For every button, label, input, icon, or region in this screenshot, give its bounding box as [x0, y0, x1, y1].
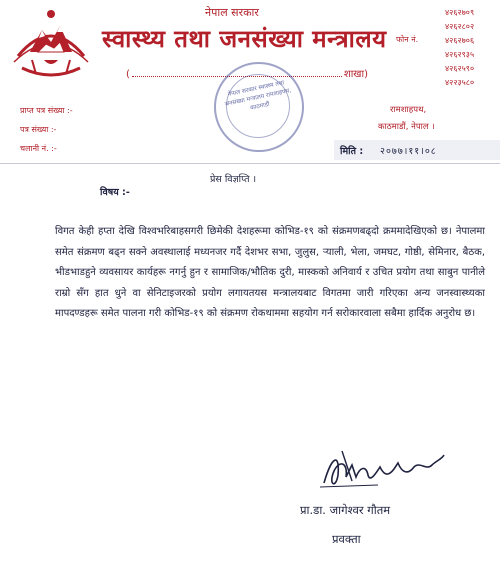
signatory-name: प्रा.डा. जागेश्वर गौतम — [300, 503, 391, 517]
phone-number: ४२६२७०६ — [445, 36, 475, 45]
received-letter-number: प्राप्त पत्र संख्या :- — [20, 106, 73, 115]
branch-prefix: ( — [126, 69, 130, 80]
official-stamp-text: नेपाल सरकार स्वास्थ्य तथा जनसंख्या मन्त्रालय रामशाहपथ, काठमाडौं — [224, 79, 292, 112]
phone-number: ४२६२५९० — [445, 64, 475, 73]
phone-number: ४२६२८०२ — [445, 22, 475, 31]
dispatch-number: चलानी नं. :- — [20, 144, 57, 153]
subject-label: विषय :- — [100, 187, 130, 198]
phone-label: फोन नं. — [396, 35, 419, 44]
date-label: मिति : — [340, 146, 364, 157]
phone-number: ४२६२९३५ — [445, 50, 475, 59]
nepal-emblem-icon — [8, 8, 94, 86]
branch-suffix: शाखा) — [343, 69, 368, 80]
date-value: २०७७।११।०८ — [380, 146, 437, 157]
phone-list — [445, 6, 474, 90]
government-name: नेपाल सरकार — [205, 6, 259, 19]
address-line-1: रामशाहपथ, — [390, 105, 427, 115]
ministry-name: स्वास्थ्य तथा जनसंख्या मन्त्रालय — [102, 25, 387, 53]
divider — [0, 163, 500, 164]
phone-number: ४२२३५८० — [445, 78, 475, 87]
letter-body: विगत केही हप्ता देखि विश्वभरिबाहसगरी छिमेकी देशहरूमा कोभिड-१९ को संक्रमणबढ्दो क्रममादेखिएको छ। नेपालमा समेत संक्रमण बढ्न सक्ने अवस्थालाई मध्यनजर गर्दै देशभर सभा, जुलुस, र्‍याली, भेला, जमघट, गोष्ठी, सेमिनार, बैठक, भीडभाडहुने व्यवसायर कार्यहरू नगर्नु हुन र सामाजिक/भौतिक दुरी, मास्कको अनिवार्य र उचित प्रयोग तथा साबुन पानीले राम्रो सँग हात धुने वा सेनिटाइजरको प्रयोग लगायतयस मन्त्रालयबाट विगतमा जारी गरिएका अन्य जनस्वास्थ्यका मापदण्डहरू समेत पालना गरी कोभिड-१९ को संक्रमण रोकथाममा सहयोग गर्न सरोकारवाला सबैमा हार्दिक अनुरोध छ। — [55, 226, 485, 319]
phone-number: ४२६२७०९ — [445, 8, 475, 17]
press-release-heading: प्रेस विज्ञप्ति । — [210, 174, 257, 185]
address-line-2: काठमाडौं, नेपाल । — [378, 122, 435, 132]
signature-autograph — [318, 445, 448, 495]
letter-number: पत्र संख्या :- — [20, 125, 57, 134]
signatory-title: प्रवक्ता — [332, 532, 361, 546]
